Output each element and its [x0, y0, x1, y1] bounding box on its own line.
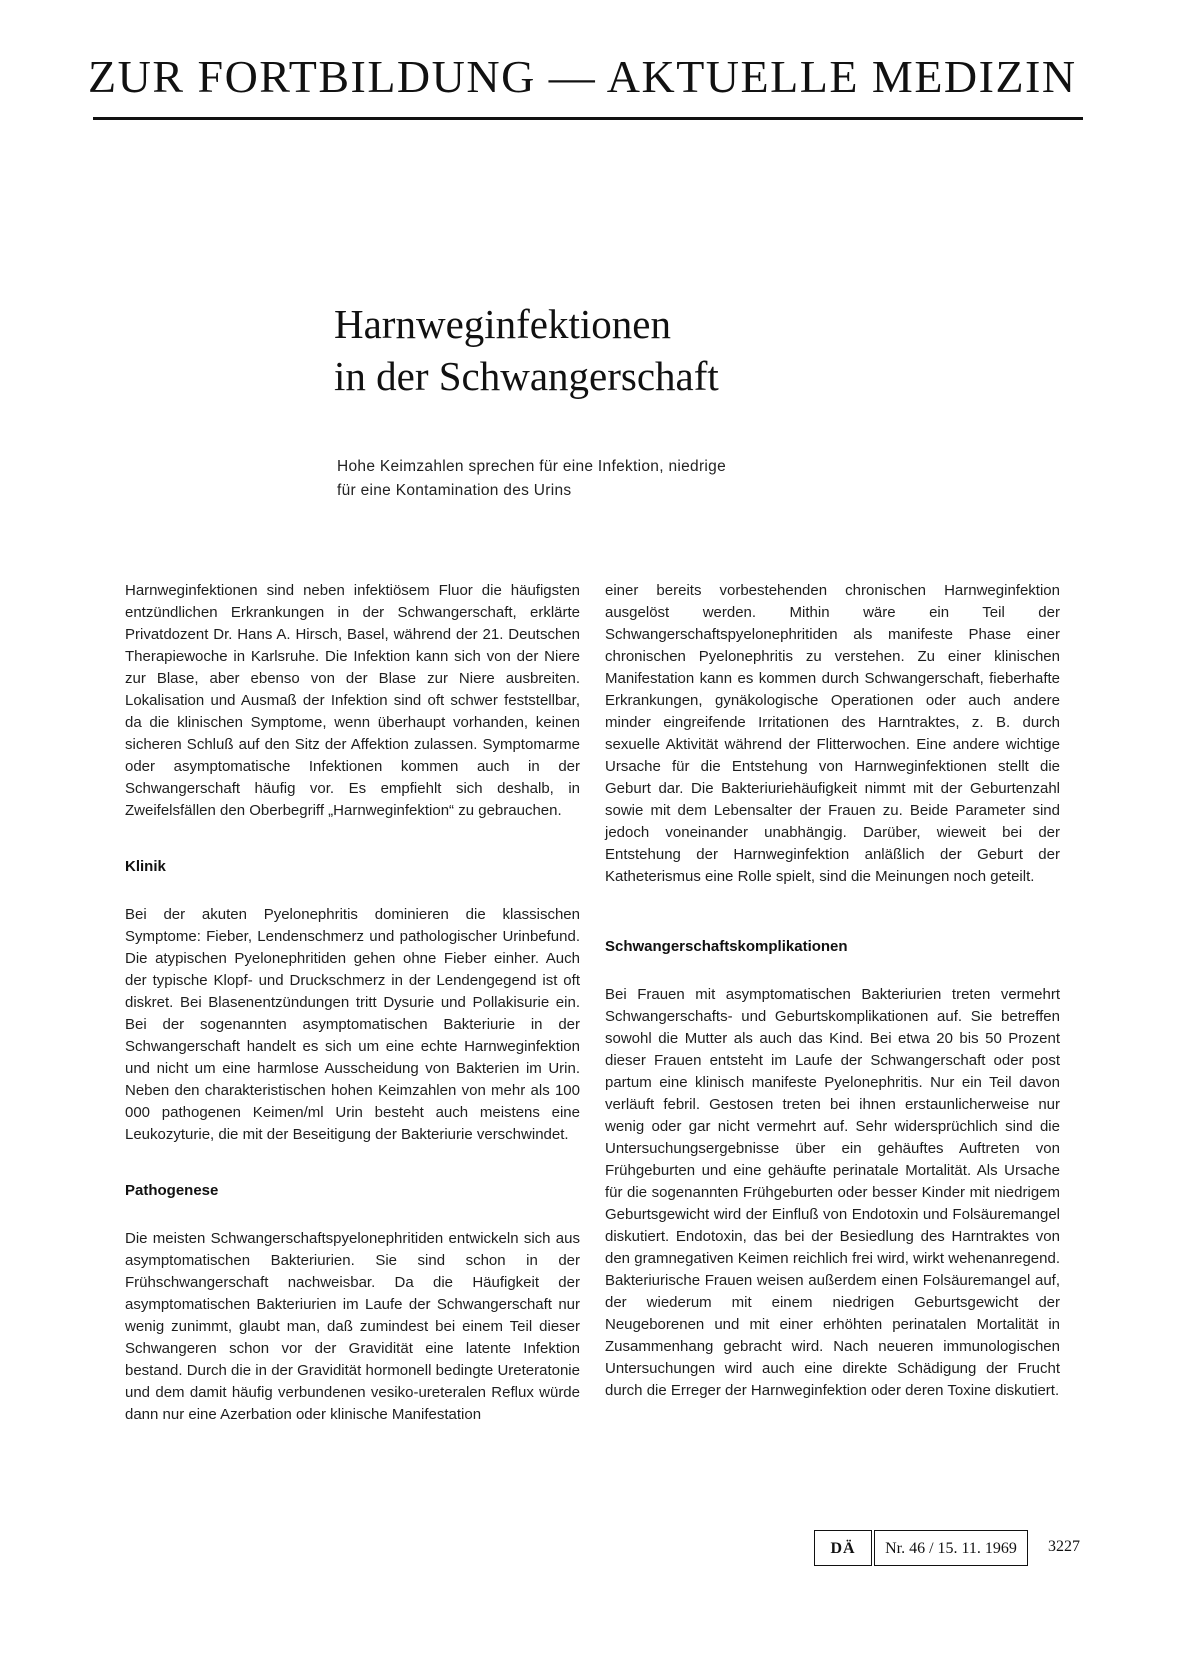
left-column: [125, 580, 580, 1426]
journal-logo: DÄ: [814, 1530, 872, 1566]
section-heading-pathogenese: Pathogenese: [125, 1182, 219, 1199]
article-title-line-2: in der Schwangerschaft: [334, 353, 719, 399]
section-header-title: ZUR FORTBILDUNG — AKTUELLE MEDIZIN: [88, 51, 1077, 102]
klinik-paragraph: Bei der akuten Pyelonephritis dominieren die klassischen Symptome: Fieber, Lendenschmerz und pathologischer Urinbefund. Die atypischen Pyelonephritiden gehen ohne Fieber einher. Auch der typische Klopf- und Druckschmerz in der Lendengegend ist oft diskret. Bei Blasenentzündungen tritt Dysurie und Pollakisurie ein. Bei der sogenannten asymptomatischen Bakteriurie in der Schwangerschaft handelt es sich um eine echte Harnweginfektion und nicht um eine harmlose Ausscheidung von Bakterien im Urin. Neben den charakteristischen hohen Keimzahlen von mehr als 100 000 pathogenen Keimen/ml Urin besteht auch meistens eine Leukozyturie, die mit der Beseitigung der Bakteriurie verschwindet.: [125, 906, 580, 1143]
intro-paragraph: Harnweginfektionen sind neben infektiösem Fluor die häufigsten entzündlichen Erkrankungen in der Schwangerschaft, erklärte Privatdozent Dr. Hans A. Hirsch, Basel, während der 21. Deutschen Therapiewoche in Karlsruhe. Die Infektion kann sich von der Niere zur Blase, aber ebenso von der Blase zur Niere ausbreiten. Lokalisation und Ausmaß der Infektion sind oft schwer feststellbar, da die klinischen Symptome, wenn überhaupt vorhanden, keinen sicheren Schluß auf den Sitz der Affektion zulassen. Symptomarme oder asymptomatische Infektionen kommen auch in der Schwangerschaft häufig vor. Es empfiehlt sich deshalb, in Zweifelsfällen den Oberbegriff „Harnweginfektion“ zu gebrauchen.: [125, 582, 580, 819]
section-heading-klinik: Klinik: [125, 858, 166, 875]
komplikationen-paragraph: Bei Frauen mit asymptomatischen Bakteriurien treten vermehrt Schwangerschafts- und Geburtskomplikationen auf. Sie betreffen sowohl die Mutter als auch das Kind. Bei etwa 20 bis 50 Prozent dieser Frauen entsteht im Laufe der Schwangerschaft oder post partum eine klinisch manifeste Pyelonephritis. Nur ein Teil davon verläuft febril. Gestosen treten bei ihnen erstaunlicherweise nur wenig oder gar nicht vermehrt auf. Sehr widersprüchlich sind die Untersuchungsergebnisse über ein gehäuftes Auftreten von Frühgeburten und eine gehäufte perinatale Mortalität. Als Ursache für die sogenannten Frühgeburten oder besser Kinder mit niedrigem Geburtsgewicht wird der Einfluß von Endotoxin und Folsäuremangel diskutiert. Endotoxin, das bei der Besiedlung des Harntraktes von den gramnegativen Keimen reichlich frei wird, wirkt wehenanregend. Bakteriurische Frauen weisen außerdem einen Folsäuremangel auf, der wiederum mit einem niedrigen Geburtsgewicht der Neugeborenen und mit einer erhöhten perinatalen Mortalität in Zusammenhang gebracht wird. Nach neueren immunologischen Untersuchungen wird auch eine direkte Schädigung der Frucht durch die Erreger der Harnweginfektion oder deren Toxine diskutiert.: [605, 986, 1060, 1399]
article-subtitle: [337, 455, 897, 503]
article-title: [334, 298, 1034, 402]
continuation-paragraph: einer bereits vorbestehenden chronischen Harnweginfektion ausgelöst werden. Mithin wäre ein Teil der Schwangerschaftspyelonephritiden als manifeste Phase einer chronischen Pyelonephritis zu verstehen. Zu einer klinischen Manifestation kann es kommen durch Schwangerschaft, fieberhafte Erkrankungen, gynäkologische Operationen oder auch andere minder eingreifende Irritationen des Harntraktes, z. B. durch sexuelle Aktivität während der Flitterwochen. Eine andere wichtige Ursache für die Entstehung von Harnweginfektionen stellt die Geburt dar. Die Bakteriuriehäufigkeit nimmt mit der Geburtenzahl sowie mit dem Lebensalter der Frauen zu. Beide Parameter sind jedoch voneinander unabhängig. Darüber, wieweit bei der Entstehung der Harnweginfektion anläßlich der Geburt der Katheterismus eine Rolle spielt, sind die Meinungen noch geteilt.: [605, 582, 1060, 885]
section-heading-komplikationen: Schwangerschaftskomplikationen: [605, 938, 848, 955]
page-number: 3227: [1048, 1538, 1080, 1555]
header-rule: [93, 117, 1083, 120]
issue-info: Nr. 46 / 15. 11. 1969: [874, 1530, 1028, 1566]
subtitle-line-1: Hohe Keimzahlen sprechen für eine Infektion, niedrige: [337, 458, 726, 475]
right-column: [605, 580, 1060, 1402]
pathogenese-paragraph: Die meisten Schwangerschaftspyelonephritiden entwickeln sich aus asymptomatischen Bakteriurien. Sie sind schon in der Frühschwangerschaft nachweisbar. Da die Häufigkeit der asymptomatischen Bakteriurien im Laufe der Schwangerschaft nur wenig zunimmt, glaubt man, daß zumindest bei einem Teil dieser Schwangeren schon vor der Gravidität eine latente Infektion bestand. Durch die in der Gravidität hormonell bedingte Ureteratonie und dem damit häufig verbundenen vesiko-ureteralen Reflux würde dann nur eine Azerbation oder klinische Manifestation: [125, 1230, 580, 1423]
subtitle-line-2: für eine Kontamination des Urins: [337, 482, 572, 499]
article-title-line-1: Harnweginfektionen: [334, 301, 671, 347]
